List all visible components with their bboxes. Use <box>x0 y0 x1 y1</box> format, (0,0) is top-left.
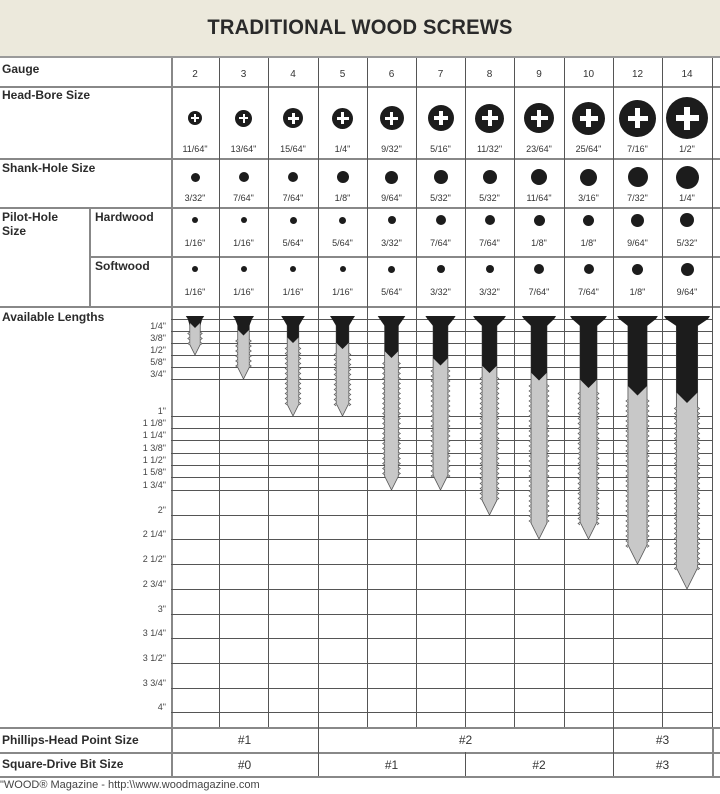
square-drive-bit-size: #1 <box>384 758 399 772</box>
pilot-hole-softwood-size: 7/64" <box>528 287 550 297</box>
screw-gauge-5-icon <box>330 316 355 416</box>
gauge-number: 7 <box>437 69 444 80</box>
row-label-gauge: Gauge <box>2 62 40 76</box>
pilot-hole-hardwood-size: 7/64" <box>430 238 451 248</box>
row-label-head-bore: Head-Bore Size <box>2 88 91 102</box>
gauge-number: 5 <box>339 69 346 80</box>
head-bore-size: 1/2" <box>679 144 695 154</box>
shank-hole-size: 5/32" <box>430 193 451 203</box>
pilot-hole-hardwood-size: 1/8" <box>531 238 547 248</box>
phillips-point-size: #3 <box>655 733 670 747</box>
row-label-available-lengths: Available Lengths <box>2 310 105 324</box>
row-label-square-drive: Square-Drive Bit Size <box>2 757 124 771</box>
screw-gauge-10-icon <box>570 316 607 539</box>
head-bore-size: 11/64" <box>182 144 208 154</box>
shank-hole-size: 11/64" <box>526 193 552 203</box>
length-tick-label: 3/4" <box>150 369 166 379</box>
screw-gauge-8-icon <box>473 316 506 515</box>
shank-hole-size: 3/16" <box>578 193 599 203</box>
pilot-hole-hardwood-size: 5/64" <box>332 238 353 248</box>
length-tick-label: 1 3/4" <box>142 480 166 490</box>
pilot-hole-softwood-size: 3/32" <box>479 287 500 297</box>
head-bore-size: 25/64" <box>575 144 602 154</box>
phillips-point-size: #1 <box>237 733 252 747</box>
row-label-shank-hole: Shank-Hole Size <box>2 161 96 175</box>
length-tick-label: 3 1/4" <box>142 628 166 638</box>
length-tick-label: 2 1/2" <box>142 554 166 564</box>
shank-hole-size: 3/32" <box>184 193 206 203</box>
square-drive-bit-size: #2 <box>532 758 546 772</box>
pilot-hole-softwood-size: 1/8" <box>629 287 646 297</box>
gauge-number: 12 <box>631 69 644 80</box>
pilot-hole-hardwood-size: 7/64" <box>479 238 500 248</box>
screw-gauge-9-icon <box>522 316 556 539</box>
pilot-hole-hardwood-size: 1/16" <box>233 238 254 248</box>
length-tick-label: 2 3/4" <box>142 579 166 589</box>
screw-gauge-3-icon <box>233 316 254 379</box>
gauge-number: 10 <box>582 69 595 80</box>
length-tick-label: 1 1/4" <box>142 430 166 440</box>
pilot-hole-softwood-size: 3/32" <box>430 287 451 297</box>
head-bore-size: 23/64" <box>526 144 552 154</box>
pilot-hole-softwood-size: 1/16" <box>282 287 304 297</box>
pilot-hole-softwood-size: 1/16" <box>184 287 206 297</box>
phillips-point-size: #2 <box>458 733 473 747</box>
length-tick-label: 3/8" <box>150 333 166 343</box>
square-drive-bit-size: #0 <box>237 758 252 772</box>
head-bore-size: 1/4" <box>334 144 351 154</box>
pilot-hole-hardwood-size: 5/32" <box>676 238 698 248</box>
length-tick-label: 3 1/2" <box>142 653 166 663</box>
pilot-hole-hardwood-size: 9/64" <box>627 238 648 248</box>
head-bore-size: 5/16" <box>430 144 451 154</box>
gauge-number: 8 <box>486 69 493 80</box>
shank-hole-size: 5/32" <box>479 193 500 203</box>
screw-gauge-4-icon <box>281 316 305 416</box>
pilot-hole-softwood-size: 1/16" <box>332 287 353 297</box>
row-label-phillips: Phillips-Head Point Size <box>2 733 139 747</box>
length-tick-label: 3" <box>157 604 166 614</box>
length-tick-label: 1/2" <box>150 345 166 355</box>
pilot-hole-softwood-size: 5/64" <box>381 287 402 297</box>
length-tick-label: 1 5/8" <box>142 467 166 477</box>
screw-gauge-14-icon <box>664 316 710 589</box>
length-tick-label: 4" <box>157 702 166 712</box>
length-tick-label: 1" <box>157 406 166 416</box>
length-tick-label: 5/8" <box>150 357 166 367</box>
pilot-hole-hardwood-size: 1/16" <box>184 238 206 248</box>
gauge-number: 9 <box>536 69 542 80</box>
gauge-number: 2 <box>192 69 198 80</box>
length-tick-label: 1 1/8" <box>142 418 166 428</box>
source-credit: "WOOD® Magazine - http:\\www.woodmagazine.com <box>0 779 260 791</box>
square-drive-bit-size: #3 <box>655 758 670 772</box>
length-tick-label: 1 1/2" <box>142 455 166 465</box>
screw-gauge-12-icon <box>617 316 658 564</box>
head-bore-size: 13/64" <box>230 144 257 154</box>
row-label-hardwood: Hardwood <box>95 210 154 224</box>
length-tick-label: 2 1/4" <box>142 529 166 539</box>
head-bore-size: 11/32" <box>476 144 503 154</box>
length-tick-label: 1 3/8" <box>142 443 166 453</box>
gauge-number: 6 <box>388 69 395 80</box>
gauge-number: 4 <box>290 69 296 80</box>
pilot-hole-hardwood-size: 5/64" <box>282 238 304 248</box>
row-label-softwood: Softwood <box>95 259 150 273</box>
shank-hole-size: 7/64" <box>282 193 304 203</box>
length-tick-label: 1/4" <box>150 321 166 331</box>
gauge-number: 3 <box>240 69 247 80</box>
shank-hole-size: 1/8" <box>334 193 351 203</box>
shank-hole-size: 1/4" <box>679 193 695 203</box>
head-bore-size: 9/32" <box>381 144 402 154</box>
pilot-hole-softwood-size: 1/16" <box>233 287 254 297</box>
pilot-hole-hardwood-size: 3/32" <box>381 238 402 248</box>
chart-title: TRADITIONAL WOOD SCREWS <box>207 16 513 39</box>
length-tick-label: 3 3/4" <box>142 678 166 688</box>
pilot-hole-softwood-size: 7/64" <box>578 287 599 297</box>
pilot-hole-hardwood-size: 1/8" <box>580 238 597 248</box>
head-bore-size: 7/16" <box>627 144 648 154</box>
head-bore-size: 15/64" <box>280 144 306 154</box>
screw-gauge-7-icon <box>425 316 455 490</box>
shank-hole-size: 9/64" <box>381 193 402 203</box>
row-label-pilot-hole: Pilot-Hole Size <box>2 210 58 238</box>
length-tick-label: 2" <box>157 505 166 515</box>
screw-gauge-2-icon <box>186 316 204 355</box>
shank-hole-size: 7/64" <box>233 193 254 203</box>
gauge-number: 14 <box>681 69 693 80</box>
screw-gauge-6-icon <box>378 316 406 490</box>
pilot-hole-softwood-size: 9/64" <box>676 287 698 297</box>
shank-hole-size: 7/32" <box>627 193 648 203</box>
